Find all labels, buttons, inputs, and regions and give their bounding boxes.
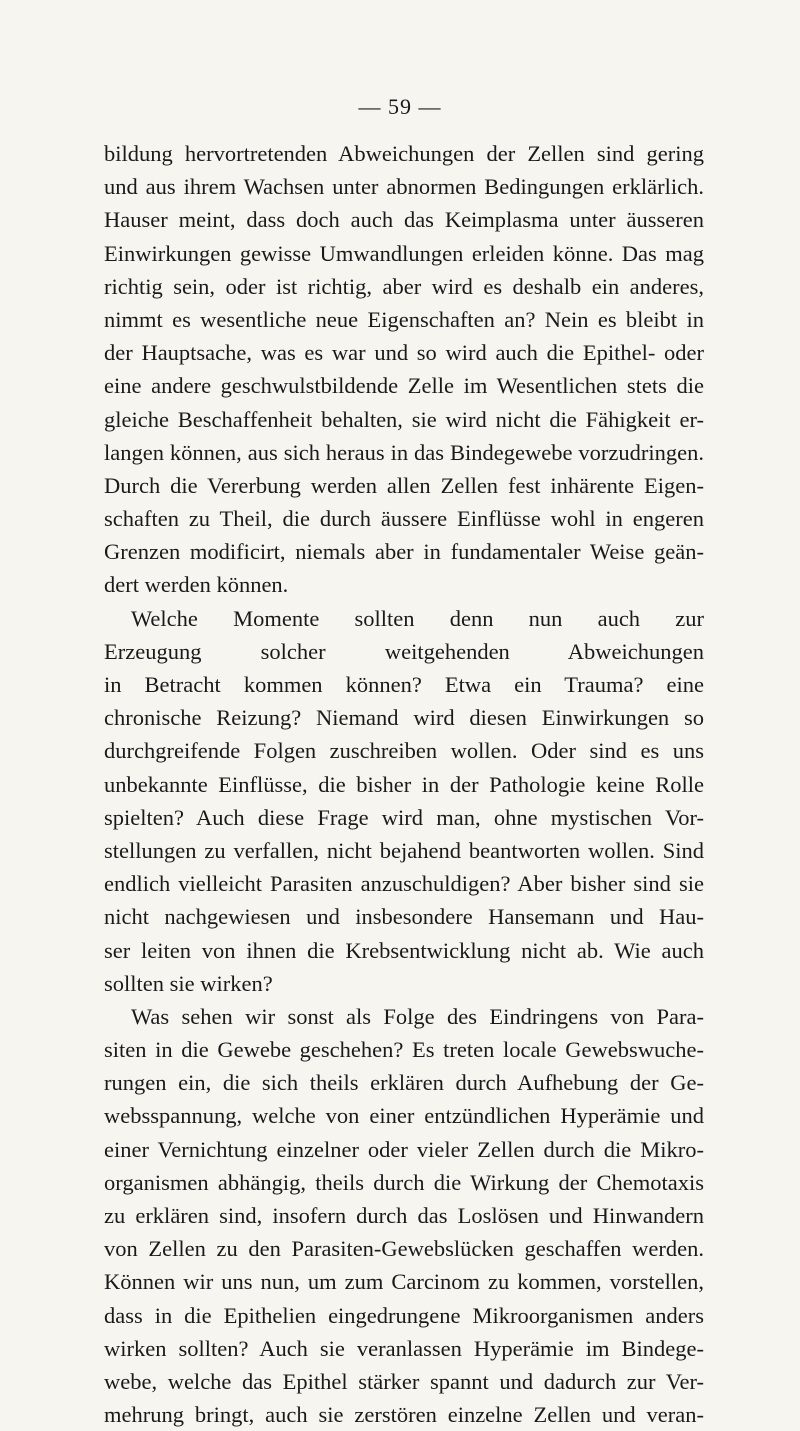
text-line: ser leiten von ihnen die Krebsentwicklung nicht ab. Wie auch xyxy=(104,937,704,963)
text-line: durchgreifende Folgen zuschreiben wollen. Oder sind es uns xyxy=(104,738,704,764)
text-line: sollten sie wirken? xyxy=(104,970,273,996)
text-line: organismen abhängig, theils durch die Wirkung der Chemotaxis xyxy=(104,1169,704,1195)
text-line: und aus ihrem Wachsen unter abnormen Bedingungen erklärlich. xyxy=(104,174,704,200)
text-line: Durch die Vererbung werden allen Zellen fest inhärente Eigen- xyxy=(104,472,704,498)
text-line: websspannung, welche von einer entzündlichen Hyperämie und xyxy=(104,1103,704,1129)
text-line: nimmt es wesentliche neue Eigenschaften an? Nein es bleibt in xyxy=(104,306,704,332)
text-line: unbekannte Einflüsse, die bisher in der Pathologie keine Rolle xyxy=(104,771,704,797)
text-line: Hauser meint, dass doch auch das Keimplasma unter äusseren xyxy=(104,207,704,233)
text-line: stellungen zu verfallen, nicht bejahend beantworten wollen. Sind xyxy=(104,837,704,863)
text-line: Erzeugung solcher weitgehenden Abweichungen xyxy=(104,638,704,664)
text-line: Welche Momente sollten denn nun auch zur xyxy=(131,605,704,631)
text-line: einer Vernichtung einzelner oder vieler Zellen durch die Mikro- xyxy=(104,1136,704,1162)
text-line: gleiche Beschaffenheit behalten, sie wird nicht die Fähigkeit er- xyxy=(104,406,704,432)
text-line: mehrung bringt, auch sie zerstören einzelne Zellen und veran- xyxy=(104,1402,704,1428)
text-line: nicht nachgewiesen und insbesondere Hansemann und Hau- xyxy=(104,904,704,930)
text-line: rungen ein, die sich theils erklären durch Aufhebung der Ge- xyxy=(104,1070,704,1096)
text-line: richtig sein, oder ist richtig, aber wird es deshalb ein anderes, xyxy=(104,273,704,299)
text-line: dert werden können. xyxy=(104,572,289,598)
text-line: eine andere geschwulstbildende Zelle im Wesentlichen stets die xyxy=(104,373,704,399)
text-line: webe, welche das Epithel stärker spannt und dadurch zur Ver- xyxy=(104,1368,704,1394)
text-line: schaften zu Theil, die durch äussere Einflüsse wohl in engeren xyxy=(104,506,704,532)
text-line: langen können, aus sich heraus in das Bindegewebe vorzudringen. xyxy=(104,439,704,465)
text-line: in Betracht kommen können? Etwa ein Trauma? eine xyxy=(104,672,704,697)
text-line: bildung hervortretenden Abweichungen der Zellen sind gering xyxy=(104,141,704,166)
text-line: endlich vielleicht Parasiten anzuschuldigen? Aber bisher sind sie xyxy=(104,871,704,897)
text-line: der Hauptsache, was es war und so wird auch die Epithel- oder xyxy=(104,340,704,366)
text-line: von Zellen zu den Parasiten-Gewebslücken geschaffen werden. xyxy=(104,1236,704,1262)
text-line: spielten? Auch diese Frage wird man, ohne mystischen Vor- xyxy=(104,804,704,830)
text-line: chronische Reizung? Niemand wird diesen Einwirkungen so xyxy=(104,705,704,731)
body-text xyxy=(104,137,704,1431)
text-line: dass in die Epithelien eingedrungene Mikroorganismen anders xyxy=(104,1302,704,1328)
page-number: — 59 — xyxy=(358,94,442,119)
text-line: zu erklären sind, insofern durch das Loslösen und Hinwandern xyxy=(104,1203,704,1228)
text-line: Können wir uns nun, um zum Carcinom zu kommen, vorstellen, xyxy=(104,1269,704,1295)
text-line: wirken sollten? Auch sie veranlassen Hyperämie im Bindege- xyxy=(104,1335,704,1361)
text-line: Einwirkungen gewisse Umwandlungen erleiden könne. Das mag xyxy=(104,240,704,266)
text-line: Grenzen modificirt, niemals aber in fundamentaler Weise geän- xyxy=(104,539,704,565)
text-line: Was sehen wir sonst als Folge des Eindringens von Para- xyxy=(131,1003,704,1029)
text-line: siten in die Gewebe geschehen? Es treten locale Gewebswuche- xyxy=(104,1037,704,1063)
